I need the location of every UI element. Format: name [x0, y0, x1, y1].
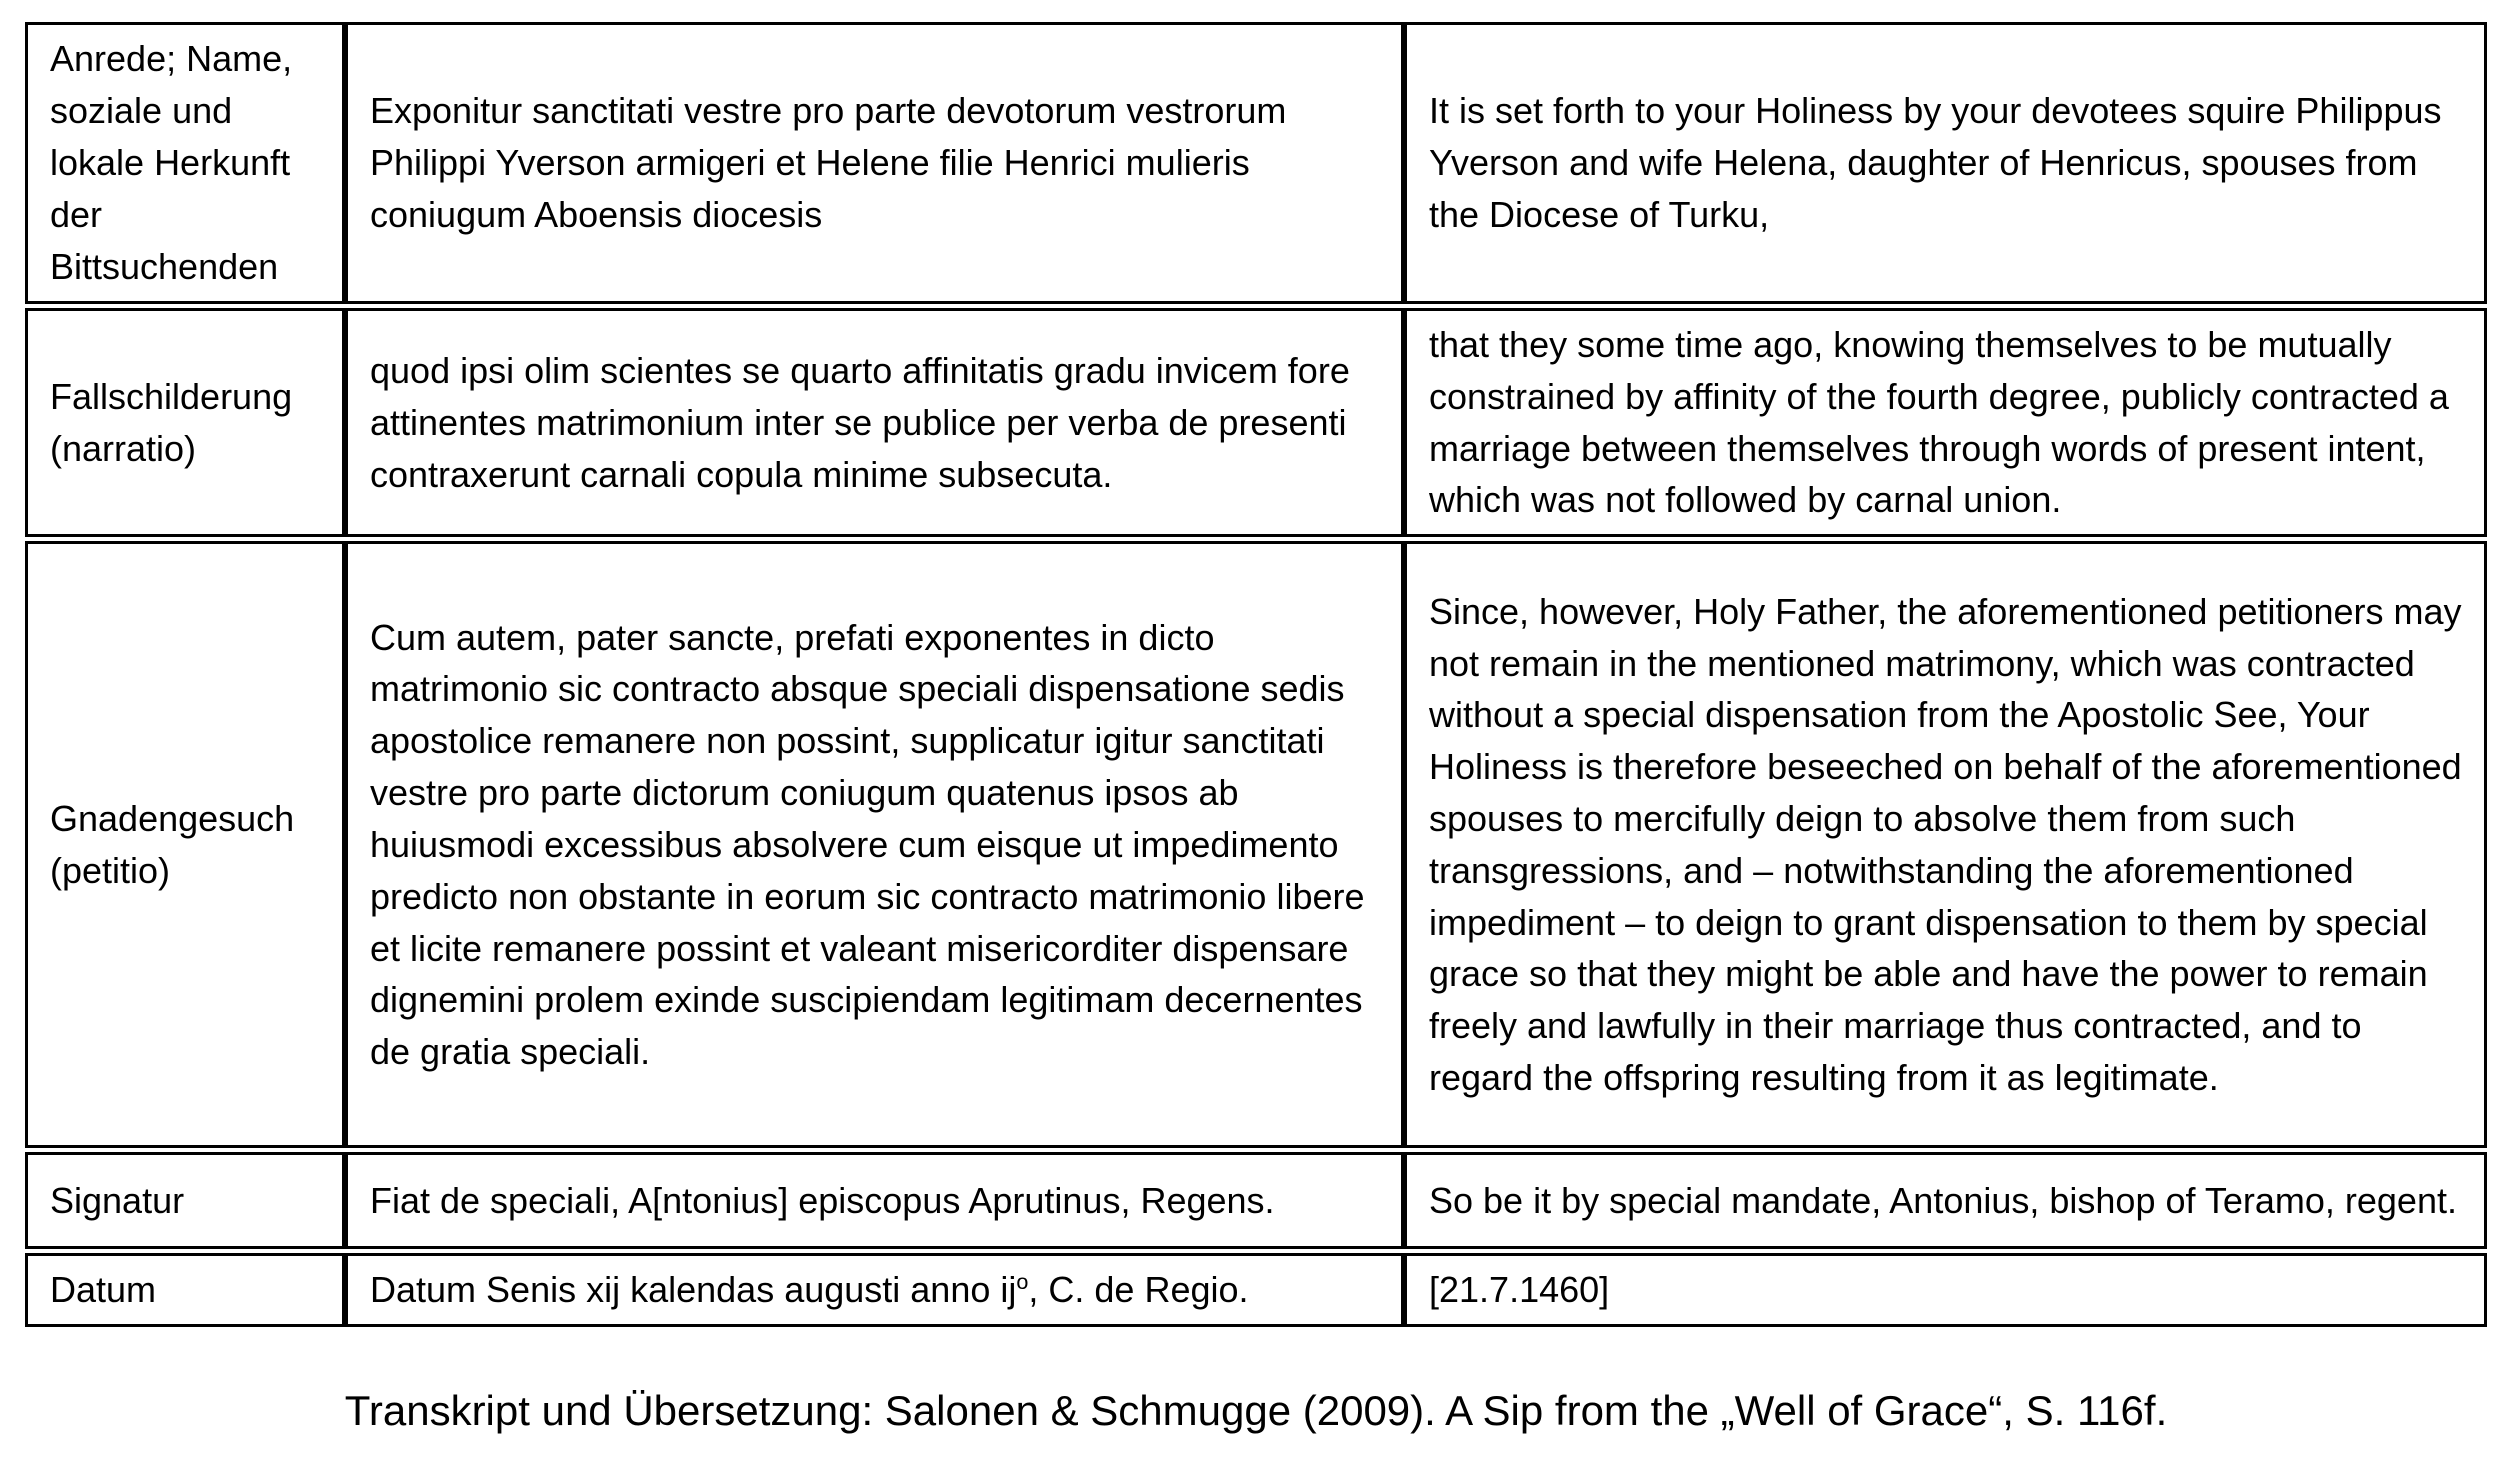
label-cell: Signatur [25, 1152, 345, 1249]
row-salutation [25, 22, 2487, 304]
latin-cell: quod ipsi olim scientes se quarto affinitatis gradu invicem fore attinentes matrimonium inter se publice per verba de presenti contraxerunt carnali copula minime subsecuta. [345, 308, 1404, 537]
latin-cell: Exponitur sanctitati vestre pro parte devotorum vestrorum Philippi Yverson armigeri et Helene filie Henrici mulieris coniugum Aboensis diocesis [345, 22, 1404, 304]
label-cell: Gnadengesuch (petitio) [25, 541, 345, 1148]
english-cell: [21.7.1460] [1404, 1253, 2487, 1327]
datum-ordinal-superscript: o [1016, 1269, 1029, 1295]
english-cell: It is set forth to your Holiness by your devotees squire Philippus Yverson and wife Helena, daughter of Henricus, spouses from the Diocese of Turku, [1404, 22, 2487, 304]
latin-cell [345, 1253, 1404, 1327]
row-narratio [25, 308, 2487, 537]
latin-cell: Fiat de speciali, A[ntonius] episcopus Aprutinus, Regens. [345, 1152, 1404, 1249]
latin-cell: Cum autem, pater sancte, prefati exponentes in dicto matrimonio sic contracto absque speciali dispensatione sedis apostolice remanere non possint, supplicatur igitur sanctitati vestre pro parte dictorum coniugum quatenus ipsos ab huiusmodi excessibus absolvere cum eisque ut impedimento predicto non obstante in eorum sic contracto matrimonio libere et licite remanere possint et valeant misericorditer dispensare dignemini prolem exinde suscipiendam legitimam decernentes de gratia speciali. [345, 541, 1404, 1148]
label-cell: Fallschilderung (narratio) [25, 308, 345, 537]
row-petitio [25, 541, 2487, 1148]
label-cell: Anrede; Name, soziale und lokale Herkunft der Bittsuchenden [25, 22, 345, 304]
petition-table [25, 18, 2487, 1331]
english-cell: Since, however, Holy Father, the aforementioned petitioners may not remain in the mentioned matrimony, which was contracted without a special dispensation from the Apostolic See, Your Holiness is therefore beseeched on behalf of the aforementioned spouses to mercifully deign to absolve them from such transgressions, and – notwithstanding the aforementioned impediment – to deign to grant dispensation to them by special grace so that they might be able and have the power to remain freely and lawfully in their marriage thus contracted, and to regard the offspring resulting from it as legitimate. [1404, 541, 2487, 1148]
datum-latin-text: Datum Senis xij kalendas augusti anno ij [370, 1269, 1017, 1311]
label-cell: Datum [25, 1253, 345, 1327]
row-datum [25, 1253, 2487, 1327]
english-cell: that they some time ago, knowing themselves to be mutually constrained by affinity of the fourth degree, publicly contracted a marriage between themselves through words of present intent, which was not followed by carnal union. [1404, 308, 2487, 537]
english-cell: So be it by special mandate, Antonius, bishop of Teramo, regent. [1404, 1152, 2487, 1249]
row-signatur [25, 1152, 2487, 1249]
datum-latin-text-tail: , C. de Regio. [1028, 1269, 1249, 1311]
source-caption: Transkript und Übersetzung: Salonen & Schmugge (2009). A Sip from the „Well of Grace“, S. 116f. [344, 1387, 2168, 1435]
